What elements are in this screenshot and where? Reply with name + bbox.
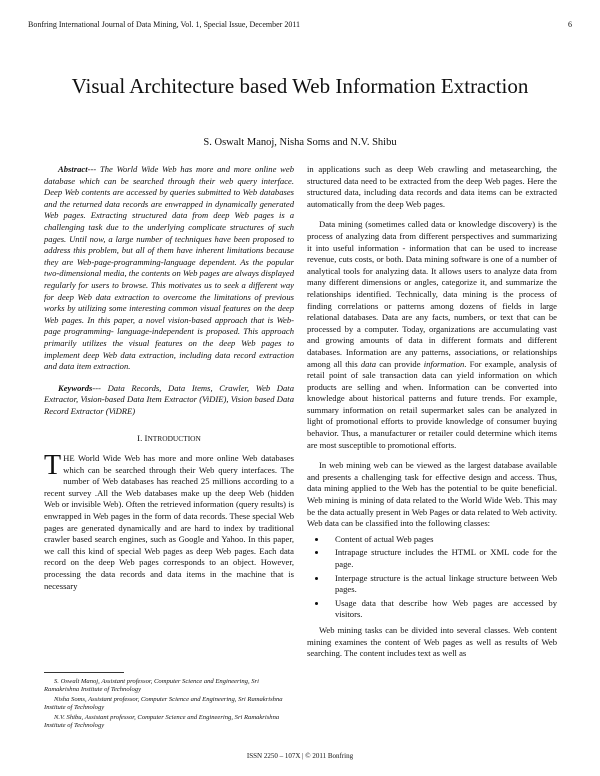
- paragraph-web-mining: In web mining web can be viewed as the largest database available and presents a challenging task for effective design and access. Thus, data mining applied to the Web has the potential to be quite beneficial. Web mining is mining of data related to the World Wide Web. This may be the data actually present in Web Pages or data related to Web activity. Web data can be classified into the following classes:: [307, 460, 557, 529]
- keywords-lead: Keywords---: [58, 382, 101, 393]
- section-title-initial: I: [144, 433, 148, 444]
- list-item: • Intrapage structure includes the HTML or XML code for the page.: [327, 547, 557, 570]
- footnote-author-2: Nisha Soms, Assistant professor, Computer Science and Engineering, Sri Ramakrishna Institute of Technology: [44, 695, 283, 712]
- paper-title: Visual Architecture based Web Information Extraction: [71, 74, 529, 98]
- author-list: S. Oswalt Manoj, Nisha Soms and N.V. Shibu: [203, 137, 397, 148]
- data-mining-text-a: Data mining (sometimes called data or knowledge discovery) is the process of analyzing data from different perspectives and summarizing it into useful information - information that can be used to increase revenue, cuts costs, or both. Data mining software is one of a number of analytical tools for analyzing data. It allows users to analyze data from many different dimensions or angles, categorize it, and summarize the relationships identified. Technically, data mining is the process of finding correlations or patterns among dozens of fields in large relational databases. Data are any facts, numbers, or text that can be processed by a computer. Today, organizations are accumulating vast and growing amounts of data in different formats and different databases. Information are any patterns, associations, or relationships among all this: [307, 219, 557, 369]
- data-mining-text-b: can provide: [376, 358, 424, 369]
- list-item: • Usage data that describe how Web pages are accessed by visitors.: [327, 598, 557, 621]
- drop-cap: T: [44, 450, 62, 482]
- footnote-rule: [44, 672, 124, 673]
- data-mining-text-c: . For example, analysis of retail point of sale transaction data can yield information on which products are selling and when. Information can be converted into knowledge about historical patterns and future trends. For example, summary information on retail supermarket sales can be analyzed in light of promotional efforts to provide knowledge of consumer buying behavior. Thus, a manufacturer or retailer could determine which items are most susceptible to promotional efforts.: [307, 358, 558, 450]
- journal-citation: Bonfring International Journal of Data Mining, Vol. 1, Special Issue, December 2011: [28, 20, 301, 29]
- data-mining-emphasis-information: information: [423, 358, 465, 369]
- page-number: 6: [568, 20, 572, 29]
- paragraph-web-mining-tasks: Web mining tasks can be divided into several classes. Web content mining examines the content of Web pages as well as results of Web searching. The content includes text as well as: [307, 624, 557, 659]
- data-mining-emphasis-data: data: [360, 358, 377, 369]
- section-heading-introduction: [44, 433, 294, 445]
- section-number: I.: [137, 433, 143, 444]
- running-header: [28, 20, 572, 29]
- keywords: [44, 383, 294, 418]
- abstract-text: The World Wide Web has more and more online web database which can be searched through their web query interface. Deep Web contents are accessed by queries submitted to Web databases and the returned data records are enwrapped in dynamically generated Web pages. Extracting structured data from deep Web pages is a challenging task due to the underlying complicate structures of such pages. Until now, a large number of techniques have been proposed to address this problem, but all of them have inherent limitations because they are Web-page-programming-language dependent. As the popular two-dimensional media, the contents on Web pages are always displayed regularly for users to browse. This motivates us to seek a different way for deep Web data extraction to overcome the limitations of previous works by utilizing some interesting common visual features on the deep Web pages. In this paper, a novel vision-based approach that is Web-page programming- language-independent is proposed. This approach primarily utilizes the visual features on the deep Web pages to implement deep Web data extraction, including data record extraction and data item extraction.: [44, 164, 294, 372]
- paragraph-continuation: in applications such as deep Web crawling and metasearching, the structured data need to be extracted from the deep Web pages. Here the structured data, including data records and data items can be extracted automatically from the deep Web pages.: [307, 164, 557, 209]
- footnote-author-1: S. Oswalt Manoj, Assistant professor, Computer Science and Engineering, Sri Ramakrishna Institute of Technology: [44, 678, 259, 694]
- web-data-classes-list: [307, 534, 557, 621]
- list-item: • Interpage structure is the actual linkage structure between Web pages.: [327, 573, 557, 596]
- abstract-lead: Abstract---: [58, 164, 97, 174]
- footnote-author-3: N.V. Shibu, Assistant professor, Computer Science and Engineering, Sri Ramakrishna Institute of Technology: [44, 713, 280, 730]
- section-title-rest: NTRODUCTION: [147, 434, 201, 444]
- introduction-paragraph: [44, 450, 294, 592]
- right-column: [307, 164, 557, 660]
- left-column: [44, 164, 294, 592]
- list-item: • Content of actual Web pages: [327, 534, 557, 546]
- page-footer: ISSN 2250 – 107X | © 2011 Bonfring: [246, 752, 354, 760]
- footnotes: [44, 678, 294, 731]
- keywords-text: Data Records, Data Items, Crawler, Web Data Extractor, Vision-based Data Item Extractor (ViDIE), Vision based Data Record Extractor (ViDRE): [44, 382, 294, 416]
- abstract: [44, 164, 294, 373]
- introduction-text: HE World Wide Web has more and more online Web databases which can be searched through their Web query interfaces. The number of Web databases has reached 25 millions according to a recent survey .All the Web databases make up the deep Web (hidden Web or invisible Web). Often the retrieved information (query results) is enwrapped in Web pages in the form of data records. These special Web pages are generated dynamically and are hard to index by traditional crawler based search engines, such as Google and Yahoo. In this paper, we call this kind of special Web pages as deep Web pages. Each data record on the deep Web pages corresponds to an object. However, processing the data records and data items in the machine that is necessary: [44, 453, 294, 591]
- paragraph-data-mining: [307, 219, 557, 451]
